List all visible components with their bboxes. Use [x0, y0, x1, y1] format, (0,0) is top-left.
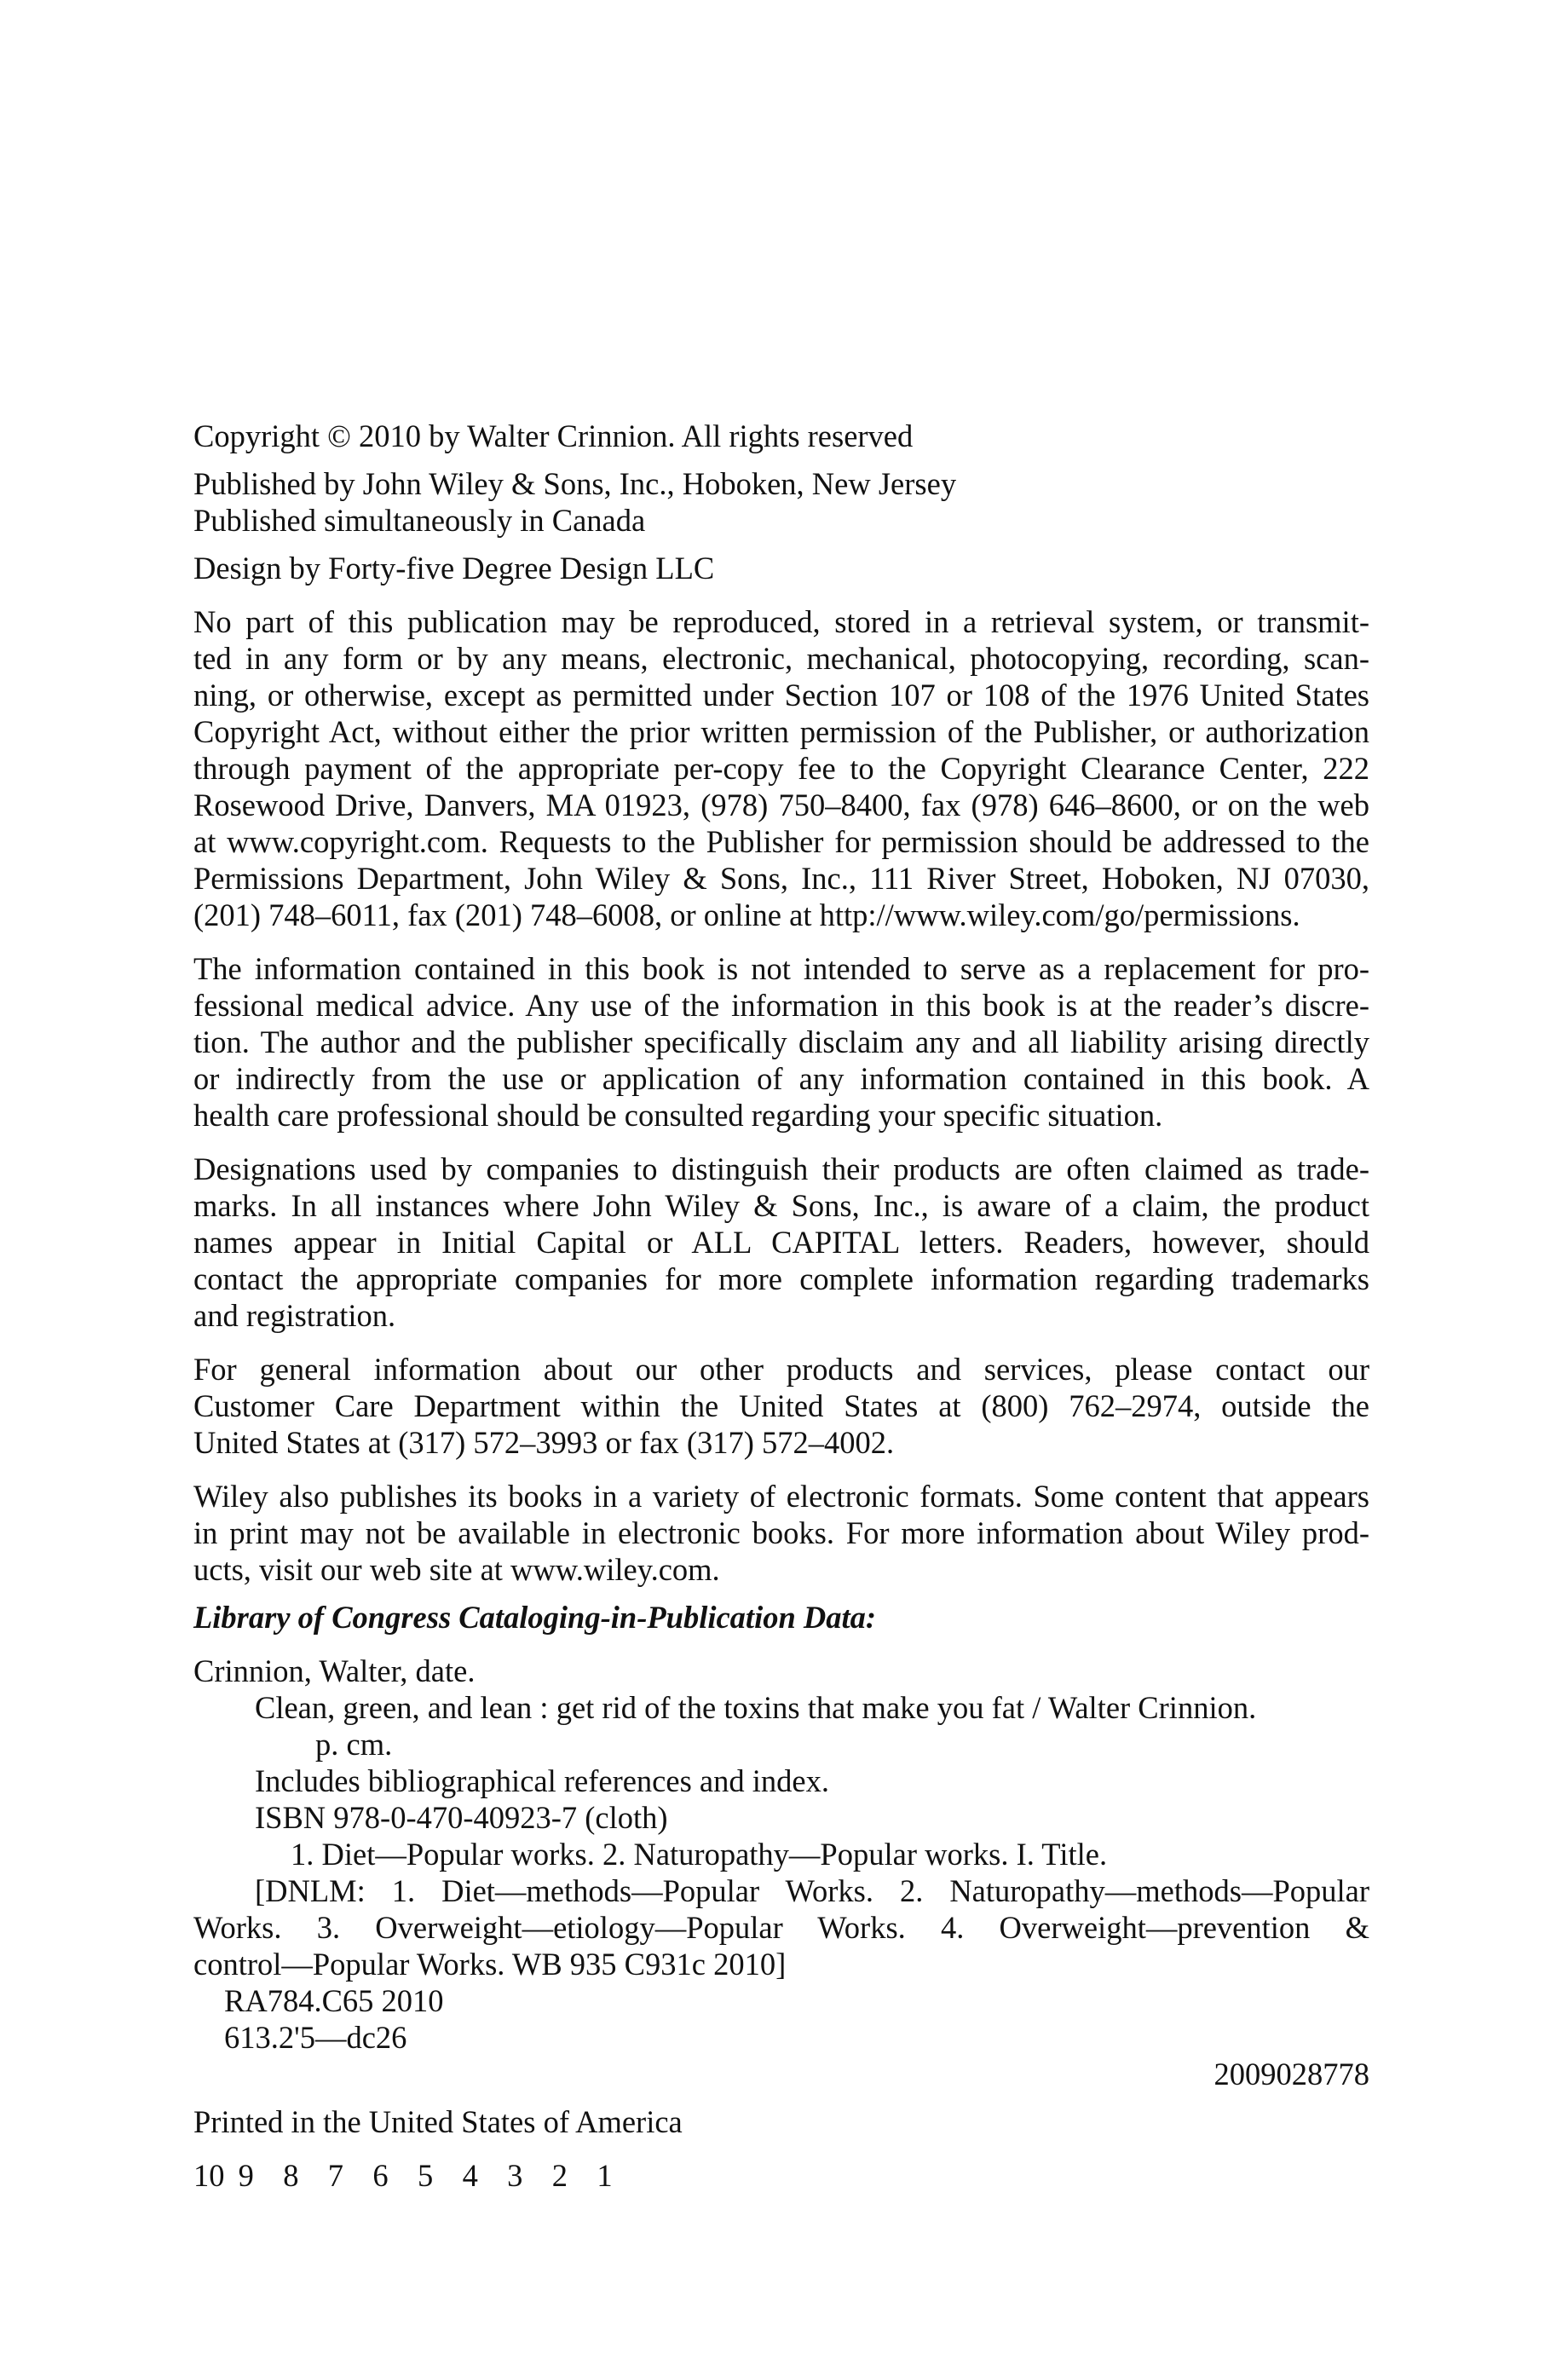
- paragraph-line: Wiley also publishes its books in a variety of electronic formats. Some content that appears: [193, 1479, 1369, 1514]
- paragraph-line: tion. The author and the publisher specifically disclaim any and all liability arising directly: [193, 1024, 1369, 1059]
- paragraph-line: and registration.: [193, 1298, 396, 1333]
- cip-heading: Library of Congress Cataloging-in-Publication Data:: [193, 1600, 877, 1635]
- paragraph-line: in print may not be available in electronic books. For more information about Wiley prod-: [193, 1515, 1369, 1550]
- print-number: 7: [327, 2158, 344, 2193]
- cip-isbn: ISBN 978-0-470-40923-7 (cloth): [255, 1800, 668, 1835]
- print-number: 9: [238, 2158, 254, 2193]
- cip-pages: p. cm.: [315, 1727, 393, 1762]
- paragraph-line: ucts, visit our web site at www.wiley.com.: [193, 1552, 720, 1587]
- general-info: [193, 1351, 1369, 1461]
- cip-dewey: 613.2'5—dc26: [224, 2020, 407, 2055]
- paragraph-line: United States at (317) 572–3993 or fax (317) 572–4002.: [193, 1425, 895, 1460]
- paragraph-line: Permissions Department, John Wiley & Sons, Inc., 111 River Street, Hoboken, NJ 07030,: [193, 861, 1369, 896]
- cip-lccn-row: [193, 2056, 1369, 2092]
- print-number: 10: [193, 2158, 225, 2193]
- print-number: 2: [551, 2158, 568, 2193]
- trademark-notice: [193, 1151, 1369, 1334]
- cip-title: Clean, green, and lean : get rid of the toxins that make you fat / Walter Crinnion.: [255, 1690, 1257, 1725]
- print-number: 3: [507, 2158, 523, 2193]
- cip-dnlm-line: control—Popular Works. WB 935 C931c 2010]: [193, 1947, 787, 1982]
- paragraph-line: at www.copyright.com. Requests to the Publisher for permission should be addressed to the: [193, 824, 1369, 859]
- cip-record: [193, 1653, 1369, 2092]
- reproduction-notice: [193, 603, 1369, 933]
- publisher-line: Published simultaneously in Canada: [193, 503, 646, 538]
- paragraph-line: names appear in Initial Capital or ALL CAPITAL letters. Readers, however, should: [193, 1225, 1369, 1260]
- paragraph-line: Customer Care Department within the United States at (800) 762–2974, outside the: [193, 1388, 1369, 1423]
- paragraph-line: ted in any form or by any means, electronic, mechanical, photocopying, recording, scan-: [193, 641, 1369, 676]
- publisher-line: Published by John Wiley & Sons, Inc., Hoboken, New Jersey: [193, 466, 957, 501]
- printed-in: Printed in the United States of America: [193, 2104, 683, 2139]
- cip-includes: Includes bibliographical references and index.: [255, 1763, 829, 1798]
- paragraph-line: health care professional should be consulted regarding your specific situation.: [193, 1098, 1163, 1133]
- paragraph-line: (201) 748–6011, fax (201) 748–6008, or online at http://www.wiley.com/go/permissions.: [193, 897, 1300, 932]
- publisher-block: [193, 465, 1369, 539]
- paragraph-line: The information contained in this book is not intended to serve as a replacement for pro-: [193, 951, 1369, 986]
- copyright-page: [193, 418, 1369, 2194]
- paragraph-line: Designations used by companies to distinguish their products are often claimed as trade-: [193, 1151, 1369, 1186]
- paragraph-line: Copyright Act, without either the prior written permission of the Publisher, or authorization: [193, 714, 1369, 749]
- cip-author: Crinnion, Walter, date.: [193, 1653, 476, 1688]
- design-credit: Design by Forty-five Degree Design LLC: [193, 551, 715, 586]
- print-line: [193, 2157, 1369, 2194]
- copyright-line: Copyright © 2010 by Walter Crinnion. All rights reserved: [193, 418, 914, 453]
- paragraph-line: ning, or otherwise, except as permitted under Section 107 or 108 of the 1976 United States: [193, 678, 1369, 713]
- paragraph-line: marks. In all instances where John Wiley & Sons, Inc., is aware of a claim, the product: [193, 1188, 1369, 1223]
- paragraph-line: fessional medical advice. Any use of the information in this book is at the reader’s discre-: [193, 988, 1369, 1023]
- print-number: 6: [372, 2158, 389, 2193]
- cip-lccn: 2009028778: [1213, 2057, 1369, 2091]
- cip-lc-class: RA784.C65 2010: [224, 1983, 444, 2018]
- paragraph-line: contact the appropriate companies for more complete information regarding trademarks: [193, 1261, 1369, 1296]
- cip-dnlm-line: [DNLM: 1. Diet—methods—Popular Works. 2. Naturopathy—methods—Popular: [255, 1873, 1369, 1908]
- print-number: 5: [417, 2158, 434, 2193]
- cip-dnlm-line: Works. 3. Overweight—etiology—Popular Works. 4. Overweight—prevention &: [193, 1910, 1369, 1945]
- print-number: 4: [462, 2158, 478, 2193]
- paragraph-line: through payment of the appropriate per-copy fee to the Copyright Clearance Center, 222: [193, 751, 1369, 786]
- paragraph-line: or indirectly from the use or application of any information contained in this book. A: [193, 1061, 1369, 1096]
- medical-disclaimer: [193, 950, 1369, 1134]
- paragraph-line: No part of this publication may be reproduced, stored in a retrieval system, or transmit-: [193, 604, 1369, 639]
- cip-subjects: 1. Diet—Popular works. 2. Naturopathy—Popular works. I. Title.: [291, 1837, 1108, 1872]
- paragraph-line: Rosewood Drive, Danvers, MA 01923, (978) 750–8400, fax (978) 646–8600, or on the web: [193, 788, 1369, 822]
- print-number: 1: [597, 2158, 613, 2193]
- electronic-formats-notice: [193, 1478, 1369, 1588]
- print-number: 8: [283, 2158, 299, 2193]
- paragraph-line: For general information about our other products and services, please contact our: [193, 1352, 1369, 1387]
